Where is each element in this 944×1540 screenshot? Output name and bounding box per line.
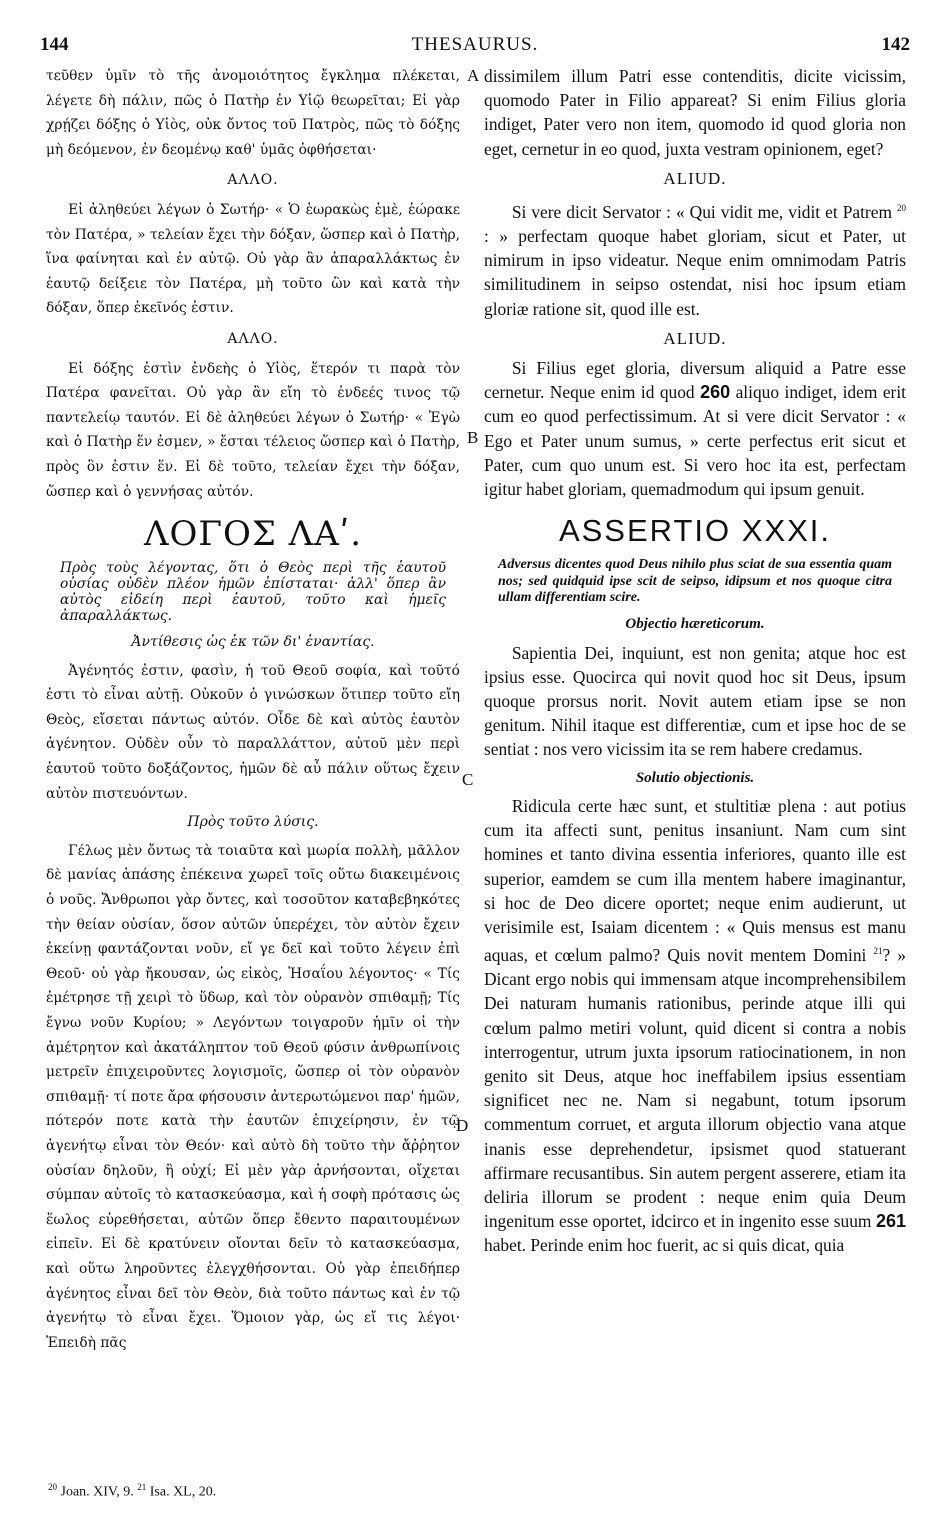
latin-column [484,64,906,1258]
margin-letter-d: D [456,1116,469,1135]
latin-text: Si vere dicit Servator : « Qui vidit me, vidit et Patrem [511,201,892,222]
footnote-number: 21 [137,1482,147,1492]
latin-paragraph [484,794,906,1258]
greek-paragraph: Εἰ δόξης ἐστὶν ἐνδεὴς ὁ Υἱὸς, ἕτερόν τι παρὰ τὸν Πατέρα φανεῖται. Οὐ γὰρ ἂν εἴη τὸ ἐνδεές τινος τῷ παντελείῳ ταυτόν. Εἰ δὲ ἀληθεύει λέγων ὁ Σωτήρ· « Ἐγὼ καὶ ὁ Πατὴρ ἕν ἐσμεν, » ἔσται τέλειος ὥσπερ καὶ ὁ Πατὴρ, πρὸς ὃν ἐστιν ἕν. Εἰ δὲ τοῦτο, τελείαν ἔχει τὴν δόξαν, ὥσπερ καὶ ὁ γεννήσας αὐτόν. [46,360,460,500]
footnote-reference: 20 [896,203,906,214]
greek-paragraph: Ἀγένητός ἐστιν, φασὶν, ἡ τοῦ Θεοῦ σοφία, καὶ τοῦτό ἐστι τὸ εἶναι αὐτῇ. Οὐκοῦν ὁ γινώσκων ὅτιπερ τοῦτο εἴη Θεὸς, εἴσεται πάντως αὐτόν. Οἶδε δὲ καὶ αὐτὸς ἑαυτὸν ἀγένητον. Οὐδὲν οὖν τὸ παραλλάττον, αὐτοῦ μὲν περὶ ἑαυτοῦ τοῦτο δοξάζοντος, ἡμῶν δὲ αὖ πάλιν οὕτως ἔχειν αὐτὸν πιστευόντων. [46,662,460,802]
footnote-text: Isa. XL, 20. [146,1484,217,1500]
column-number: 261 [875,1211,906,1232]
margin-letter-b: B [467,428,479,447]
section-heading: ALIUD. [663,168,727,188]
chapter-title: ΛΟΓΟΣ ΛΑʹ. [143,514,363,555]
greek-paragraph: Εἰ ἀληθεύει λέγων ὁ Σωτήρ· « Ὁ ἑωρακὼς ἐμὲ, ἑώρακε τὸν Πατέρα, » τελείαν ἔχει τὴν δόξαν, ὥσπερ καὶ ὁ Πατὴρ, ἵνα φαίνηται καὶ ἐν αὐτῷ. Οὐ γὰρ ἂν ἀπαραλλάκτως ἐν ἑαυτῷ δείξειε τὸν Πατέρα, μὴ τοῦτο ὢν καὶ κατὰ τὴν δόξαν, ὅπερ ἐκεῖνός ἐστιν. [46,201,460,317]
latin-paragraph [484,196,906,321]
latin-paragraph [484,356,906,501]
footnotes [48,1482,216,1501]
right-page-number: 142 [881,34,910,55]
column-number: 260 [700,382,731,403]
greek-column [46,64,460,1355]
margin-letter-c: C [462,770,474,789]
chapter-title: ASSERTIO XXXI. [558,513,832,549]
margin-letter-a: A [467,66,480,85]
footnote-reference: 21 [873,946,883,957]
latin-text: habet. Perinde enim hoc fuerit, ac si quis dicat, quia [484,1235,845,1256]
chapter-argument: Adversus dicentes quod Deus nihilo plus sciat de sua essentia quam nos; sed quidquid ipse scit de seipso, idipsum et nos quoque citra ullam differentiam scire. [498,557,892,606]
latin-paragraph: dissimilem illum Patri esse contenditis, dicite vicissim, quomodo Pater in Filio appareat? Si enim Filius gloria indiget, Pater vero non item, quomodo id quod gloria non eget, cernetur in eo quod, juxta vestram opinionem, eget? [484,66,906,159]
running-title: THESAURUS. [411,34,539,55]
latin-text: Si Filius eget gloria, diversum aliquid a Patre esse cernetur. Neque enim id quod [484,358,906,403]
running-header [40,34,910,58]
latin-text: : » perfectam quoque habet gloriam, sicut et Pater, ut nimirum in ipso videatur. Neque enim omnimodam Patris similitudinem in seipso ostendat, nisi hoc ipsum etiam gloriæ ratione sit, quod ille est. [484,226,906,319]
subsection-heading: Πρὸς τοῦτο λύσις. [187,814,319,831]
latin-text: Ridicula certe hæc sunt, et stultitiæ plena : aut potius cum ita affecti sunt, penitus insaniunt. Nam cum sint homines et tanto divina essentia inferiores, quanto ille est superior, eamdem se cum illa mentem habere imaginantur, si hoc de Deo dicere oportet; neque enim audierunt, ut verisimile est, Isaiam dicentem : « Quis mensus est manu aquas, et cœlum palmo? Quis novit mentem Domini [484,795,906,965]
subsection-heading: Ἀντίθεσις ὡς ἐκ τῶν δι' ἐναντίας. [131,634,375,651]
subsection-heading: Solutio objectionis. [635,769,755,786]
footnote-text: Joan. XIV, 9. [57,1484,138,1500]
footnote-number: 20 [48,1482,57,1492]
section-heading: ΑΛΛΟ. [227,172,279,189]
section-heading: ALIUD. [663,328,727,348]
latin-text: ? » Dicant ergo nobis qui immensam atque incomprehensibilem Dei naturam humanis rationibus, perinde atque illi qui cœlum palmo metiri volunt, quid dicent si contra a nobis interrogentur, utrum juxta ipsorum ratiocinationem, in non genito sit Deus, atque hoc ineffabilem ipsius essentiam significet nec ne. Nam si negabunt, totum ipsorum commentum corruet, et arguta illorum objectio vana atque inanis esse deprehendetur, ipsismet quod statuerant affirmare recusantibus. Sin autem pergent asserere, etiam ita deliria illorum se prodent : neque enim quia Deum ingenitum esse oportet, idcirco et in ingenito esse suum [484,944,906,1232]
left-page-number: 144 [40,34,69,55]
section-heading: ΑΛΛΟ. [227,330,279,347]
latin-text: aliquo indiget, idem erit cum eo quod perfectissimum. At si vere dicit Servator : « Ego et Pater unum sumus, » certe perfectus erit sicut et Pater, cum quo unum est. Si vero hoc ita est, perfectam igitur habet gloriam, quemadmodum qui ipsum genuit. [484,382,906,500]
chapter-argument: Πρὸς τοὺς λέγοντας, ὅτι ὁ Θεὸς περὶ τῆς ἑαυτοῦ οὐσίας οὐδὲν πλέον ἡμῶν ἐπίσταται· ἀλλ' ὅπερ ἂν αὐτὸς εἰδείη περὶ ἑαυτοῦ, τοῦτο καὶ ἡμεῖς ἀπαραλλάκτως. [60,560,446,625]
greek-paragraph: τεῦθεν ὑμῖν τὸ τῆς ἀνομοιότητος ἔγκλημα πλέκεται, λέγετε δὴ πάλιν, πῶς ὁ Πατὴρ ἐν Υἱῷ θεωρεῖται; Εἰ γὰρ χρῄζει δόξης ὁ Υἱὸς, οὐκ ὄντος τοῦ Πατρὸς, πῶς τὸ δόξης μὴ δεόμενον, ἐν δεομένῳ καθ' ὑμᾶς ὀφθήσεται· [46,68,460,158]
latin-paragraph: Sapientia Dei, inquiunt, est non genita; atque hoc est ipsius esse. Quocirca qui novit quod hoc sit Deus, ipsum quoque prorsus norit. Novit autem etiam ipse se non genitum. Nihil itaque est differentiæ, cum et ipse hoc de se sentiat : nos vero vicissim ita se rem habere credamus. [484,642,906,760]
subsection-heading: Objectio hæreticorum. [625,616,765,633]
greek-paragraph: Γέλως μὲν ὄντως τὰ τοιαῦτα καὶ μωρία πολλὴ, μᾶλλον δὲ μανίας ἁπάσης ἐπέκεινα χωρεῖ τοῖς οὕτω διακειμένοις ὁ νοῦς. Ἄνθρωποι γὰρ ὄντες, καὶ τοσοῦτον καταβεβηκότες τὴν θείαν οὐσίαν, ὅσον αὐτῶν ὑπερέχει, τὸν αὐτὸν ἔχειν ἐκείνῃ φαντάζονται νοῦν, εἴ γε δεῖ καὶ τοῦτο λέγειν ἐπὶ Θεοῦ· οὐ γὰρ ἤκουσαν, ὡς εἰκὸς, Ἡσαΐου λέγοντος· « Τίς ἐμέτρησε τῇ χειρὶ τὸ ὕδωρ, καὶ τὸν οὐρανὸν σπιθαμῇ; Τίς ἔγνω νοῦν Κυρίου; » Λεγόντων τοιγαροῦν ἡμῖν οἱ τὴν ἀμέτρητον καὶ ἀκατάληπτον τοῦ Θεοῦ φύσιν ἀνθρωπίνοις μετρεῖν ἐπιχειροῦντες λογισμοῖς, ὥσπερ οἱ τὸν οὐρανὸν σπιθαμῇ· τί ποτε ἄρα φήσουσιν ἀντερωτώμενοι παρ' ἡμῶν, πότερόν ποτε κατὰ τὴν ἑαυτῶν ἐπιχείρησιν, ἐν τῷ ἀγενήτῳ εἶναι τὸν Θεόν· καὶ αὐτὸ δὴ τοῦτο τὴν ἄῤῥητον οὐσίαν δηλοῦν, ἢ οὐχί; Εἰ μὲν γὰρ ἀρνήσονται, οἴχεται σύμπαν αὐτοῖς τὸ κατασκεύασμα, καὶ ἡ σοφὴ πρότασις ὡς ἕωλος εὑρεθήσεται, αὐτῶν ὅπερ ἔθεντο παραιτουμένων εἰπεῖν. Εἰ δὲ κρατύνειν οἴονται δεῖν τὸ κατασκεύασμα, καὶ οὕτω ληροῦντες ἐλεγχθήσονται. Οὐ γὰρ ἐπειδήπερ ἀγένητος εἶναι δεῖ τὸν Θεὸν, διὰ τοῦτο πάντως καὶ ἐν τῷ ἀγενήτῳ τὸ εἶναι ἔχει. Ὅμοιον γὰρ, ὡς εἴ τις λέγοι· Ἐπειδὴ πᾶς [46,842,460,1351]
